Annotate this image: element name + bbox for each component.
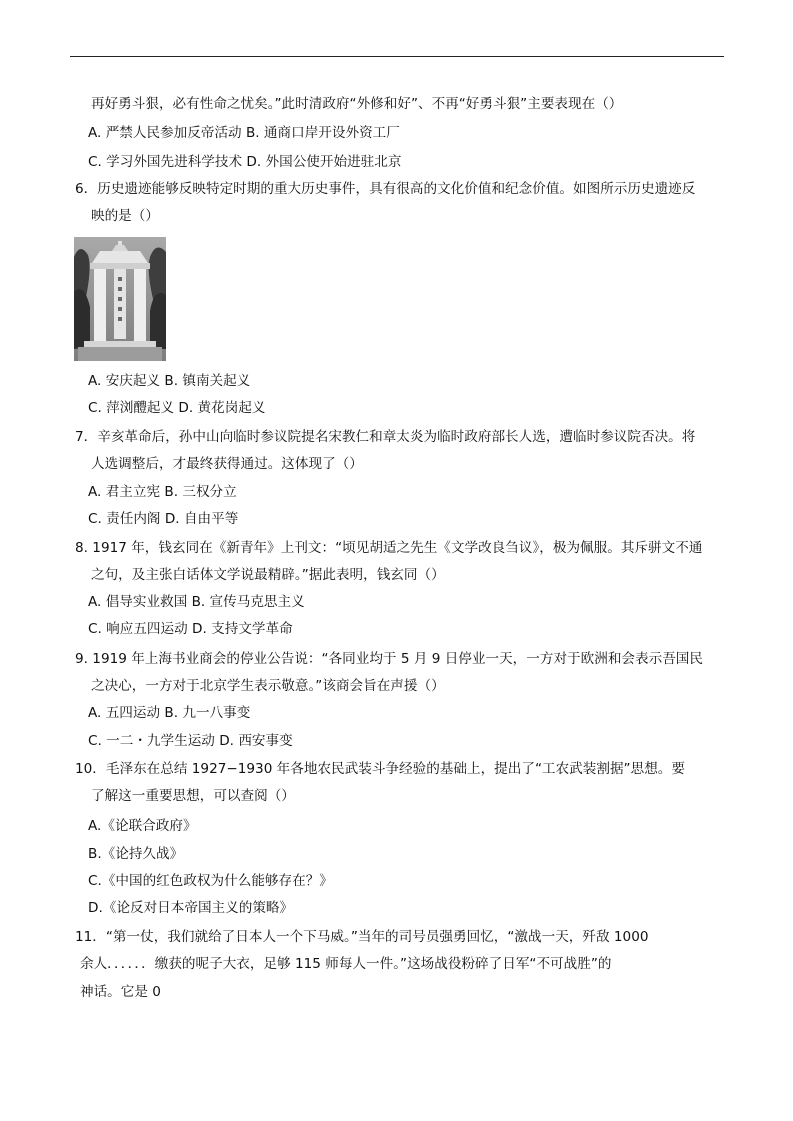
q5-options-ab: A. 严禁人民参加反帝活动 B. 通商口岸开设外资工厂 xyxy=(88,125,400,141)
q6-stem-line2: 映的是（） xyxy=(91,208,159,224)
q9-options-cd: C. 一二・九学生运动 D. 西安事变 xyxy=(88,733,293,749)
q7-options-cd: C. 责任内阁 D. 自由平等 xyxy=(88,511,239,527)
memorial-photo xyxy=(74,237,166,361)
header-rule xyxy=(70,56,724,57)
q11-stem-line3: 神话。它是 0 xyxy=(80,984,161,1000)
q6-stem-line1: 6．历史遗迹能够反映特定时期的重大历史事件，具有很高的文化价值和纪念价值。如图所示历史遗迹反 xyxy=(75,181,696,197)
q8-stem-line1: 8. 1917 年，钱玄同在《新青年》上刊文：“顷见胡适之先生《文学改良刍议》，极为佩服。其斥骈文不通 xyxy=(75,540,703,556)
q9-stem-line1: 9. 1919 年上海书业商会的停业公告说：“各同业均于 5 月 9 日停业一天，一方对于欧洲和会表示吾国民 xyxy=(75,651,703,667)
q7-options-ab: A. 君主立宪 B. 三权分立 xyxy=(88,484,237,500)
q11-stem-line1: 11．“第一仗，我们就给了日本人一个下马威。”当年的司号员强勇回忆，“激战一天，歼敌 1000 xyxy=(75,929,649,945)
q7-stem-line1: 7．辛亥革命后，孙中山向临时参议院提名宋教仁和章太炎为临时政府部长人选，遭临时参议院否决。将 xyxy=(75,429,696,445)
q6-options-ab: A. 安庆起义 B. 镇南关起义 xyxy=(88,373,251,389)
q10-option-d: D.《论反对日本帝国主义的策略》 xyxy=(88,900,294,916)
q8-options-cd: C. 响应五四运动 D. 支持文学革命 xyxy=(88,621,293,637)
q7-stem-line2: 人选调整后，才最终获得通过。这体现了（） xyxy=(91,456,363,472)
q8-stem-line2: 之句，及主张白话体文学说最精辟。”据此表明，钱玄同（） xyxy=(91,567,445,583)
q10-option-a: A.《论联合政府》 xyxy=(88,818,197,834)
q8-options-ab: A. 倡导实业救国 B. 宣传马克思主义 xyxy=(88,594,305,610)
q9-stem-line2: 之决心，一方对于北京学生表示敬意。”该商会旨在声援（） xyxy=(91,678,445,694)
q10-stem-line1: 10．毛泽东在总结 1927−1930 年各地农民武装斗争经验的基础上，提出了“工农武装割据”思想。要 xyxy=(75,761,685,777)
q11-stem-line2: 余人．．．．．．缴获的呢子大衣，足够 115 师每人一件。”这场战役粉碎了日军“不可战胜”的 xyxy=(80,956,612,972)
q10-option-c: C.《中国的红色政权为什么能够存在？》 xyxy=(88,873,333,889)
q9-options-ab: A. 五四运动 B. 九一八事变 xyxy=(88,705,251,721)
q6-options-cd: C. 萍浏醴起义 D. 黄花岗起义 xyxy=(88,400,266,416)
q10-option-b: B.《论持久战》 xyxy=(88,846,184,862)
q5-stem-continued: 再好勇斗狠，必有性命之忧矣。”此时清政府“外修和好”、不再“好勇斗狠”主要表现在（） xyxy=(91,96,623,112)
q5-options-cd: C. 学习外国先进科学技术 D. 外国公使开始进驻北京 xyxy=(88,154,402,170)
q10-stem-line2: 了解这一重要思想，可以查阅（） xyxy=(91,788,295,804)
